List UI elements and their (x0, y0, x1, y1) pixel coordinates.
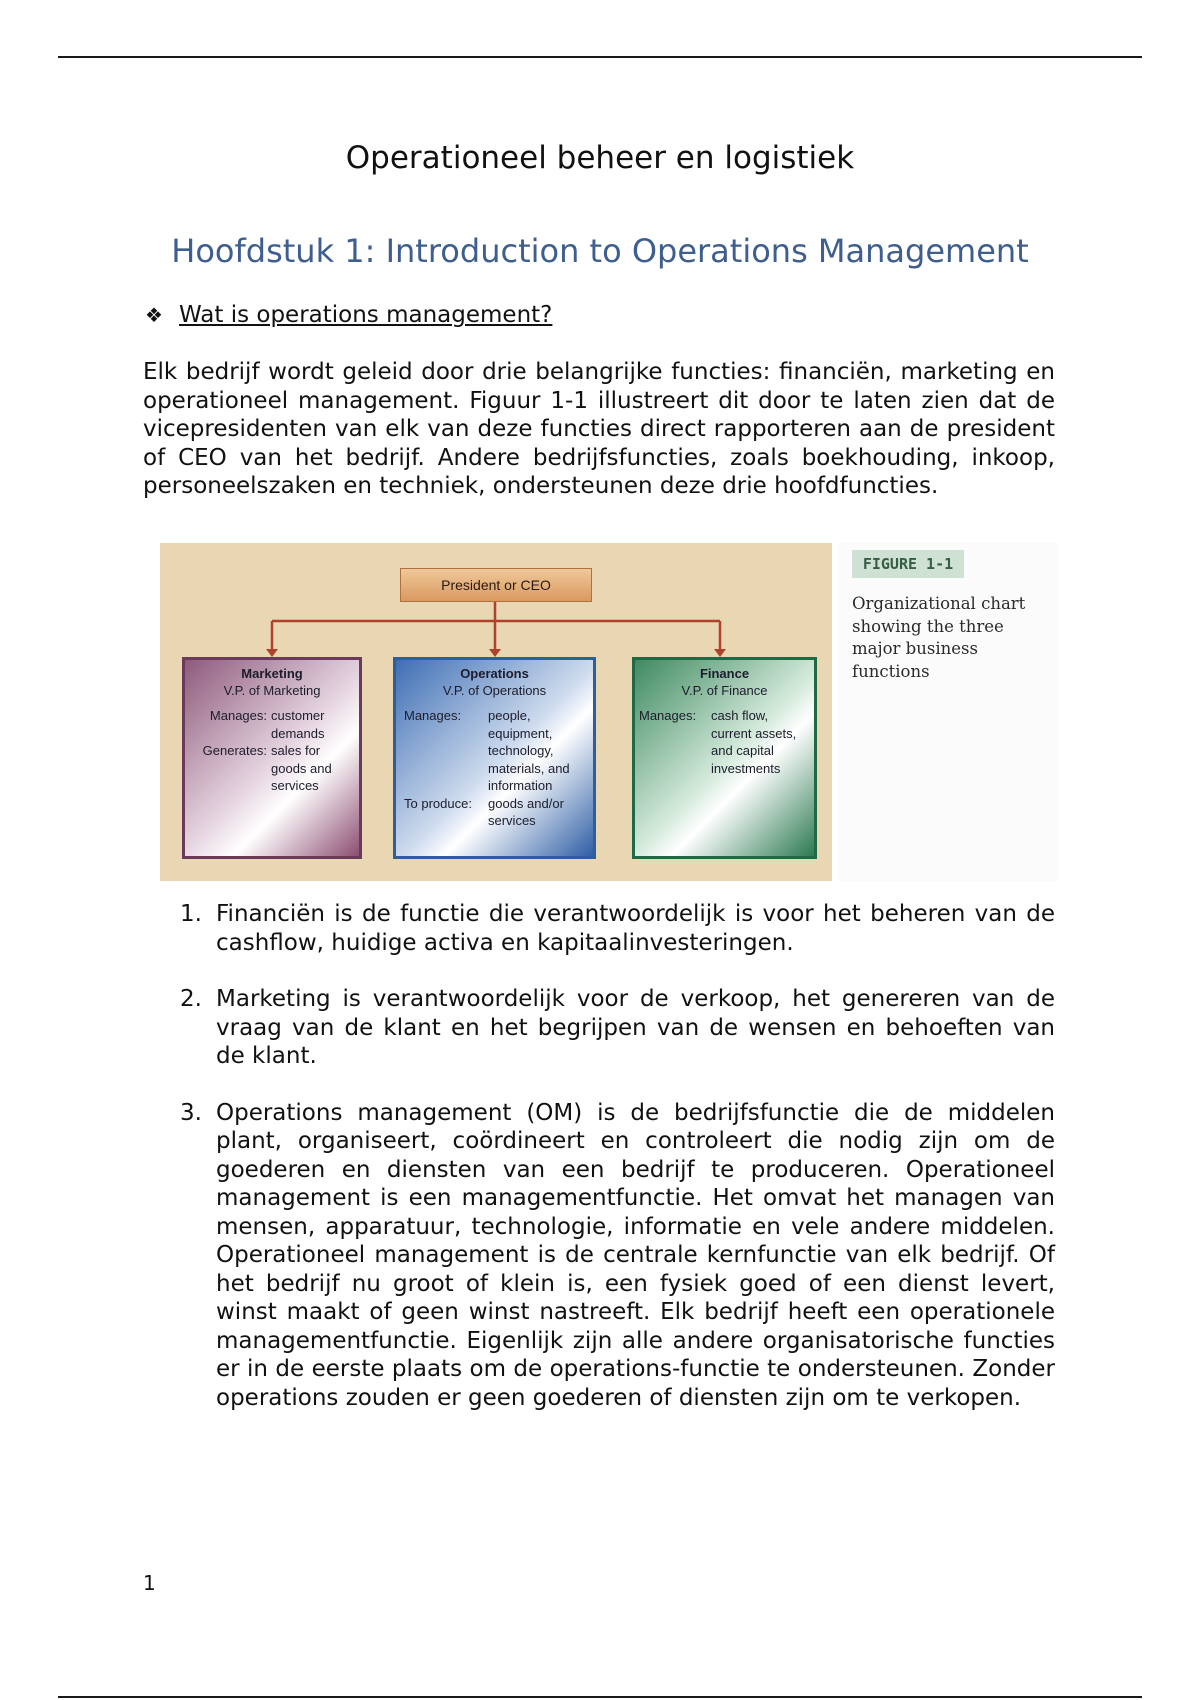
row-key: Manages: (404, 708, 462, 723)
section-heading-text: Wat is operations management? (179, 302, 553, 328)
diamond-bullet-icon: ❖ (145, 303, 163, 327)
page-number: 1 (143, 1571, 156, 1595)
row-key: Generates: (202, 743, 267, 758)
marketing-box (182, 657, 362, 859)
operations-row (400, 795, 589, 830)
finance-title: Finance (699, 666, 750, 681)
list-item (180, 1099, 1055, 1413)
figure-caption: Organizational chart showing the three major business functions (852, 594, 1026, 681)
marketing-title: Marketing (241, 666, 303, 681)
arrow-marketing (266, 649, 278, 657)
finance-vp: V.P. of Finance (681, 683, 768, 698)
org-chart-panel (160, 543, 832, 881)
list-item (180, 900, 1055, 957)
marketing-vp: V.P. of Marketing (223, 683, 321, 698)
marketing-row (189, 707, 355, 742)
section-heading (145, 302, 552, 328)
row-value: sales for goods and services (271, 743, 332, 793)
list-text: Operations management (OM) is de bedrijfsfunctie die de middelen plant, organiseert, coördineert en controleert die nodig zijn om de goederen en diensten van een bedrijf te produceren. Operationeel management is een managementfunctie. Het omvat het managen van mensen, apparatuur, technologie, informatie en vele andere middelen. Operationeel management is de centrale kernfunctie van elk bedrijf. Of het bedrijf nu groot of klein is, een fysiek goed of een dienst levert, winst maakt of geen winst nastreeft. Elk bedrijf heeft een operationele managementfunctie. Eigenlijk zijn alle andere organisatorische functies er in de eerste plaats om de operations-functie te ondersteunen. Zonder operations zouden er geen goederen of diensten zijn om te verkopen. (216, 1099, 1055, 1411)
finance-box (632, 657, 817, 859)
row-key: To produce: (404, 795, 472, 811)
chapter-heading: Hoofdstuk 1: Introduction to Operations Management (171, 232, 1029, 270)
row-key: Manages: (639, 708, 697, 723)
arrow-operations (489, 649, 501, 657)
operations-title: Operations (460, 666, 529, 681)
row-value: customer demands (271, 708, 325, 741)
marketing-row (189, 742, 355, 795)
row-value: cash flow, current assets, and capital investments (711, 708, 797, 776)
operations-row (400, 707, 589, 795)
row-value: people, equipment, technology, materials, and information (488, 708, 570, 793)
functions-list (180, 900, 1055, 1412)
intro-paragraph: Elk bedrijf wordt geleid door drie belangrijke functies: financiën, marketing en operationeel management. Figuur 1-1 illustreert dit door te laten zien dat de vicepresidenten van elk van deze functies direct rapporteren aan de president of CEO van het bedrijf. Andere bedrijfsfuncties, zoals boekhouding, inkoop, personeelszaken en techniek, ondersteunen deze drie hoofdfuncties. (143, 359, 1055, 499)
list-item (180, 985, 1055, 1071)
list-number: 3. (180, 1099, 202, 1126)
document-title: Operationeel beheer en logistiek (345, 140, 855, 176)
org-chart-figure (160, 543, 1058, 881)
list-text: Marketing is verantwoordelijk voor de verkoop, het genereren van de vraag van de klant en het begrijpen van de wensen en behoeften van de klant. (216, 986, 1055, 1069)
president-ceo-box: President or CEO (400, 568, 592, 602)
list-number: 1. (180, 901, 202, 927)
finance-row (639, 707, 810, 777)
footer-rule (58, 1696, 1142, 1698)
figure-label: FIGURE 1-1 (852, 550, 964, 578)
row-key: Manages: (209, 708, 267, 723)
row-value: goods and/or services (488, 795, 564, 828)
list-number: 2. (180, 986, 202, 1012)
header-rule (58, 56, 1142, 58)
operations-box (393, 657, 596, 859)
operations-vp: V.P. of Operations (442, 683, 547, 698)
arrow-finance (714, 649, 726, 657)
list-text: Financiën is de functie die verantwoordelijk is voor het beheren van de cashflow, huidige activa en kapitaalinvesteringen. (216, 901, 1055, 956)
